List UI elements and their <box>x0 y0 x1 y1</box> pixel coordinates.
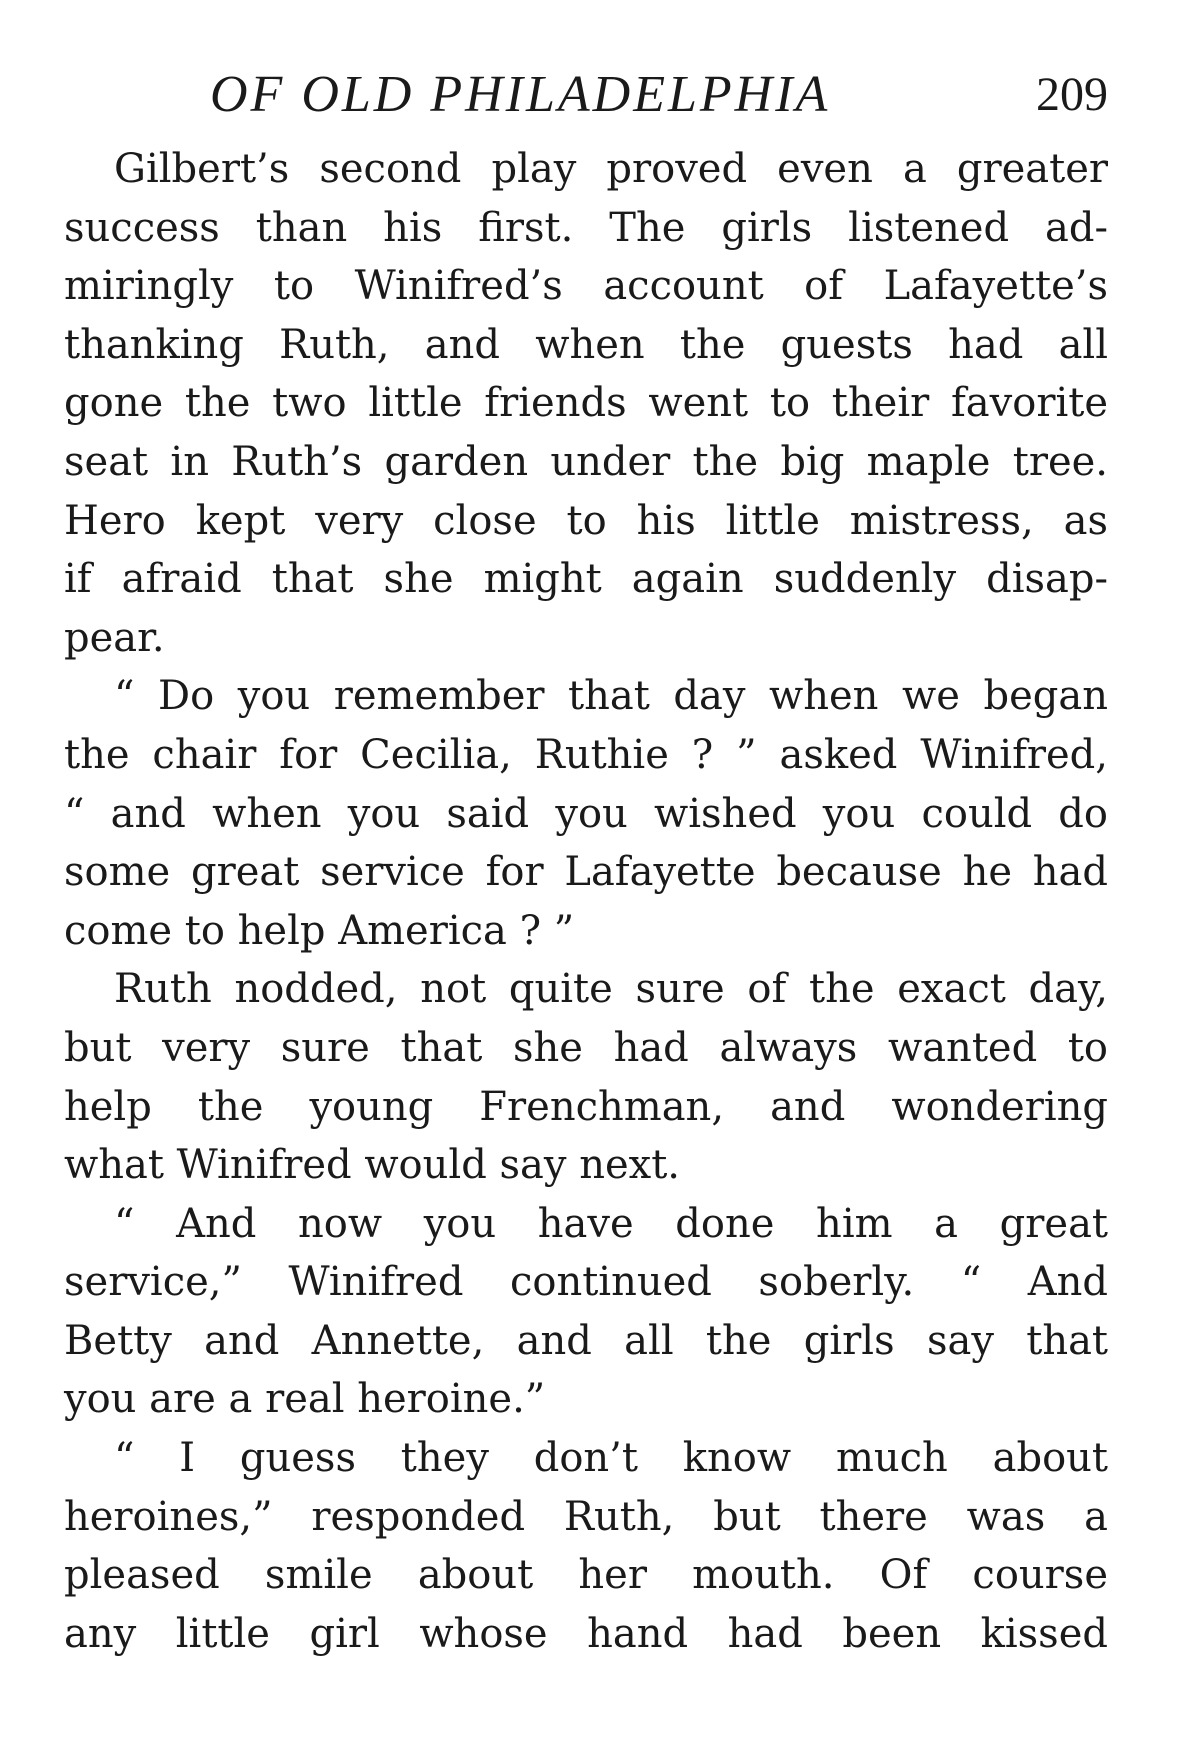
text-line: pleased smile about her mouth. Of course <box>64 1552 1108 1599</box>
text-line: but very sure that she had always wanted to <box>64 1024 1108 1071</box>
text-line: pear. <box>64 614 165 661</box>
text-line: miringly to Winifred’s account of Lafayette’s <box>64 263 1108 310</box>
text-line: Gilbert’s second play proved even a greater <box>114 146 1108 192</box>
text-line: the chair for Cecilia, Ruthie ? ” asked Winifred, <box>64 731 1108 778</box>
text-line: some great service for Lafayette because he had <box>64 849 1108 896</box>
paragraph <box>64 1195 1108 1429</box>
paragraph <box>64 1429 1108 1663</box>
text-line: come to help America ? ” <box>64 907 575 954</box>
text-line: help the young Frenchman, and wondering <box>64 1083 1108 1130</box>
text-line: “ Do you remember that day when we began <box>114 673 1108 720</box>
running-head <box>64 60 1108 130</box>
text-line: Hero kept very close to his little mistress, as <box>64 497 1108 544</box>
paragraph <box>64 960 1108 1194</box>
text-line: what Winifred would say next. <box>64 1142 680 1189</box>
text-line: success than his first. The girls listened ad- <box>64 204 1108 251</box>
running-title: OF OLD PHILADELPHIA <box>210 66 831 123</box>
text-line: Ruth nodded, not quite sure of the exact day, <box>114 966 1108 1013</box>
text-line: “ and when you said you wished you could do <box>64 790 1108 837</box>
text-line: seat in Ruth’s garden under the big maple tree. <box>64 438 1108 485</box>
text-line: Betty and Annette, and all the girls say that <box>64 1317 1108 1364</box>
book-page <box>64 60 1108 1700</box>
text-line: if afraid that she might again suddenly disap- <box>64 556 1108 603</box>
text-line: thanking Ruth, and when the guests had all <box>64 321 1108 368</box>
text-line: service,” Winifred continued soberly. “ And <box>64 1259 1108 1306</box>
text-line: any little girl whose hand had been kissed <box>64 1610 1108 1657</box>
text-line: you are a real heroine.” <box>64 1376 546 1423</box>
paragraph <box>64 667 1108 960</box>
paragraph <box>64 140 1108 667</box>
text-line: gone the two little friends went to their favorite <box>64 380 1108 427</box>
page-number: 209 <box>1036 68 1108 121</box>
text-line: heroines,” responded Ruth, but there was a <box>64 1493 1108 1540</box>
body-text <box>64 140 1108 1663</box>
text-line: “ And now you have done him a great <box>114 1200 1108 1247</box>
text-line: “ I guess they don’t know much about <box>114 1435 1108 1482</box>
